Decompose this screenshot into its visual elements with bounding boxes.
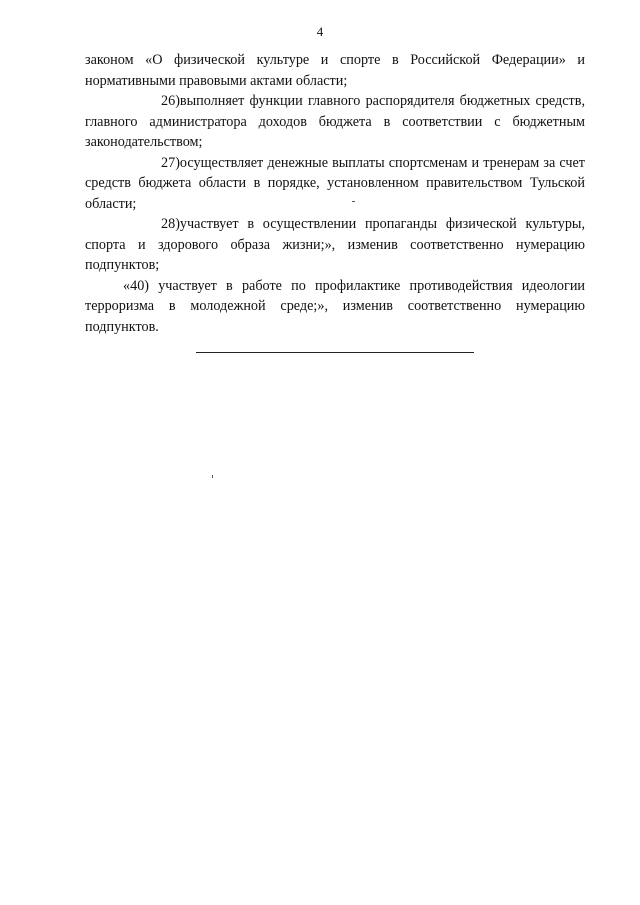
paragraph-continuation: законом «О физической культуре и спорте в Российской Федерации» и нормативными правовыми актами области; (85, 52, 585, 89)
scan-speck (212, 475, 213, 478)
list-item-28 (85, 214, 585, 276)
item-text: осуществляет денежные выплаты спортсменам и тренерам за счет средств бюджета области в порядке, установленном правительством Тульской области; (85, 154, 585, 212)
scan-speck (352, 201, 355, 202)
item-text: участвует в осуществлении пропаганды физической культуры, спорта и здорового образа жизни;», изменив соответственно нумерацию подпунктов; (85, 216, 585, 273)
document-body (85, 50, 585, 337)
item-text: выполняет функции главного распорядителя бюджетных средств, главного администратора доходов бюджета в соответствии с бюджетным законодательством; (85, 93, 585, 150)
item-number: 27) (161, 154, 180, 171)
item-number: 26) (161, 93, 180, 109)
item-number: 28) (161, 216, 180, 232)
list-item-27 (85, 153, 585, 215)
end-of-document-line (196, 352, 474, 353)
page-number: 4 (316, 24, 324, 39)
list-item-26 (85, 91, 585, 153)
paragraph-amendment-40: «40) участвует в работе по профилактике противодействия идеологии терроризма в молодежной среде;», изменив соответственно нумерацию подпунктов. (85, 277, 585, 335)
